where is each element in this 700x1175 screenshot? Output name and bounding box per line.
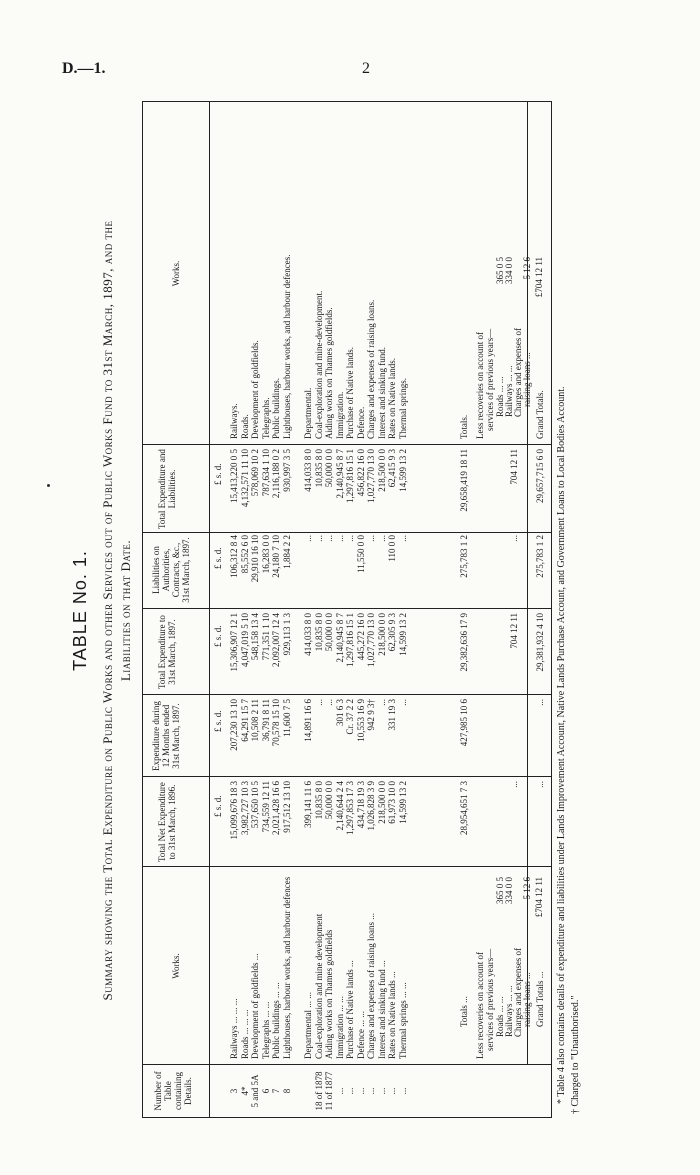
row-expenditure-year: 10,553 16 9	[355, 699, 366, 742]
row-total-net: 10,835 8 0	[313, 781, 324, 820]
less-total-net: ...	[509, 781, 519, 788]
row-liabilities: ...	[303, 535, 313, 542]
row-total-net: 218,500 0 0	[376, 781, 387, 824]
row-total-exp: 62,305 9 3	[387, 613, 397, 652]
row-total-exp-liab: 62,415 9 3	[387, 449, 397, 488]
row-total-net: 917,512 13 10	[281, 781, 292, 833]
table-summary-line-2: Liabilities on that Date.	[118, 539, 133, 682]
row-total-exp: 414,033 8 0	[303, 613, 313, 656]
less-sum: £704 12 11	[534, 877, 544, 918]
row-total-exp: 10,835 8 0	[313, 613, 324, 652]
row-liabilities: 85,552 6 0	[239, 535, 250, 574]
row-expenditure-year: 301 6 3	[334, 699, 345, 726]
grand-total-exp: 29,381,932 4 10	[535, 613, 545, 672]
less-recoveries-right-1: Less recoveries on account of	[475, 332, 485, 439]
row-works-name: Purchase of Native lands ...	[345, 960, 355, 1059]
header-rule	[209, 102, 210, 1117]
col-divider	[143, 866, 551, 867]
row-total-exp: 548,158 13 4	[250, 613, 260, 661]
row-ref: ...	[376, 1087, 387, 1095]
less-railways: Railways ... ...	[504, 985, 514, 1037]
row-expenditure-year: 70,578 15 10	[271, 699, 281, 747]
row-total-exp: 15,306,907 12 1	[229, 613, 239, 672]
row-works-name-right: Lighthouses, harbour works, and harbour defences.	[281, 254, 292, 439]
row-works-name: Departmental ... ...	[303, 992, 313, 1059]
less-sum-right: £704 12 11	[534, 257, 544, 298]
table-summary-line-1: Summary showing the Total Expenditure on Public Works and other Services out of Public Works Fund to 31st March, 1897, and the	[100, 220, 115, 1001]
totals-total-exp: 29,382,636 17 9	[459, 613, 469, 672]
row-total-exp: 218,500 0 0	[376, 613, 387, 656]
row-ref: 7	[271, 1088, 281, 1094]
grand-expenditure-year: ...	[535, 699, 545, 706]
row-works-name-right: Roads.	[239, 414, 250, 439]
row-works-name: Coal-exploration and mine development	[313, 913, 324, 1059]
row-ref: 6	[260, 1088, 271, 1094]
totals-label: Totals ...	[459, 996, 469, 1027]
header-works-left: Works.	[171, 953, 181, 979]
row-liabilities: 106,312 8 4	[229, 535, 239, 578]
row-total-exp-liab: 1,027,770 13 0	[366, 449, 376, 503]
row-total-exp-liab: 2,116,188 0 2	[271, 449, 281, 499]
row-total-exp: 929,113 1 3	[281, 613, 292, 656]
row-works-name-right: Public buildings.	[271, 377, 281, 439]
row-total-exp: 4,047,019 5 10	[239, 613, 250, 667]
row-ref: 18 of 1878	[313, 1071, 324, 1111]
row-total-exp-liab: 14,599 13 2	[397, 449, 408, 492]
row-expenditure-year: 36,791 8 11	[260, 699, 271, 742]
row-ref: ...	[387, 1087, 397, 1095]
row-total-net: 15,099,676 18 3	[229, 781, 239, 840]
less-charges-right-1: Charges and expenses of	[513, 327, 523, 417]
less-railways-right: Railways ... ...	[504, 365, 514, 417]
row-total-net: 537,650 10 5	[250, 781, 260, 829]
row-works-name-right: Immigration.	[334, 391, 345, 439]
row-liabilities: ...	[313, 535, 324, 542]
totals-total-net: 28,954,651 7 3	[459, 781, 469, 835]
row-works-name: Aiding works on Thames goldfields	[324, 929, 334, 1059]
row-works-name-right: Charges and expenses of raising loans.	[366, 299, 376, 439]
row-expenditure-year: ...	[376, 699, 387, 706]
row-works-name: Railways ... ... ...	[229, 998, 239, 1059]
row-works-name-right: Development of goldfields.	[250, 340, 260, 439]
row-total-exp: 1,297,816 15 1	[345, 613, 355, 667]
grand-liabilities: 275,783 1 2	[535, 535, 545, 578]
row-ref: ...	[345, 1087, 355, 1095]
currency-label: £ s. d.	[213, 463, 223, 485]
row-liabilities: 1,884 2 2	[281, 535, 292, 569]
row-ref: 3	[229, 1088, 239, 1094]
row-expenditure-year: 331 19 3	[387, 699, 397, 731]
less-charges-right-2: raising loans ...	[522, 352, 532, 407]
row-expenditure-year: 14,891 16 6	[303, 699, 313, 742]
row-ref: ...	[355, 1087, 366, 1095]
totals-expenditure-year: 427,985 10 6	[459, 699, 469, 747]
row-expenditure-year: 11,600 7 5	[281, 699, 292, 737]
less-recoveries-line-1: Less recoveries on account of	[475, 952, 485, 1059]
less-roads-right: Roads ... ...	[495, 376, 505, 417]
row-works-name-right: Purchase of Native lands.	[345, 347, 355, 439]
page-section-label: D.—1.	[62, 60, 106, 77]
grand-totals-label: Grand Totals ...	[535, 971, 545, 1027]
row-works-name: Defence ... ...	[355, 1011, 366, 1059]
row-works-name: Immigration ... ...	[334, 996, 345, 1059]
totals-label-right: Totals.	[459, 414, 469, 439]
row-liabilities: 11,550 0 0	[355, 535, 366, 573]
row-liabilities: 29,910 16 10	[250, 535, 260, 583]
col-divider	[143, 608, 551, 609]
row-expenditure-year: 64,291 15 7	[239, 699, 250, 742]
row-total-exp-liab: 2,140,945 8 7	[334, 449, 345, 499]
row-total-exp-liab: 10,835 8 0	[313, 449, 324, 488]
row-ref: 5 and 5A	[250, 1074, 260, 1108]
row-total-exp-liab: 414,033 8 0	[303, 449, 313, 492]
row-expenditure-year: 10,508 2 11	[250, 699, 260, 742]
row-total-net: 2,140,644 2 4	[334, 781, 345, 831]
row-expenditure-year: ...	[324, 699, 334, 706]
row-liabilities: ...	[334, 535, 345, 542]
less-liabilities: ...	[509, 535, 519, 542]
less-charges-value-right: 5 12 6	[522, 257, 532, 280]
col-divider	[143, 694, 551, 695]
row-expenditure-year: ...	[313, 699, 324, 706]
totals-total-exp-liab: 29,658,419 18 11	[459, 449, 469, 512]
row-works-name: Development of goldfields ...	[250, 953, 260, 1059]
row-total-exp-liab: 578,069 10 2	[250, 449, 260, 497]
footnote-1: * Table 4 also contains details of expenditure and liabilities under Lands Improvement Account, Native Lands Purchase Account, and Government Loans to Local Bodies Account.	[556, 386, 567, 1104]
row-total-exp: 50,000 0 0	[324, 613, 334, 652]
row-liabilities: ...	[366, 535, 376, 542]
row-works-name: Thermal springs ... ...	[397, 982, 408, 1059]
row-total-net: 734,559 12 11	[260, 781, 271, 833]
row-total-exp-liab: 4,132,571 11 10	[239, 449, 250, 508]
row-total-exp: 445,272 16 0	[355, 613, 366, 661]
currency-label: £ s. d.	[213, 795, 223, 817]
row-total-exp-liab: 50,000 0 0	[324, 449, 334, 488]
row-ref: 11 of 1877	[324, 1071, 334, 1111]
row-total-net: 434,718 19 3	[355, 781, 366, 829]
col-divider	[143, 532, 551, 533]
row-expenditure-year: Cr. 37 2 2	[345, 699, 355, 735]
row-ref: ...	[366, 1087, 376, 1095]
row-liabilities: ...	[345, 535, 355, 542]
row-works-name-right: Interest and sinking fund.	[376, 347, 387, 439]
table-number-title: TABLE No. 1.	[70, 550, 90, 671]
less-total-exp: 704 12 11	[509, 613, 519, 649]
row-total-net: 61,973 10 0	[387, 781, 397, 824]
grand-totals-label-right: Grand Totals.	[535, 390, 545, 439]
speck-mark	[47, 484, 50, 487]
less-roads-value-right: 365 0 5	[495, 257, 505, 284]
row-ref: 8	[281, 1088, 292, 1094]
grand-total-exp-liab: 29,657,715 6 0	[535, 449, 545, 503]
header-total-exp-liab: Total Expenditure and Liabilities.	[157, 449, 177, 529]
less-recoveries-line-2: services of previous years—	[485, 948, 495, 1051]
row-total-net: 3,982,727 10 3	[239, 781, 250, 835]
row-liabilities: 16,283 0 0	[260, 535, 271, 574]
row-works-name-right: Aiding works on Thames goldfields.	[324, 307, 334, 439]
header-expenditure-12-months: Expenditure during 12 Months ended 31st March, 1897.	[151, 701, 181, 771]
row-total-net: 399,141 11 6	[303, 781, 313, 828]
header-total-net-1896: Total Net Expenditure to 31st March, 1896.	[157, 782, 177, 862]
row-total-exp: 771,351 1 10	[260, 613, 271, 661]
row-works-name-right: Railways.	[229, 403, 239, 439]
col-divider	[143, 1064, 551, 1065]
row-works-name-right: Thermal springs.	[397, 378, 408, 439]
less-roads-value: 365 0 5	[495, 877, 505, 904]
less-charges-1: Charges and expenses of	[513, 947, 523, 1037]
row-total-exp: 14,599 13 2	[397, 613, 408, 656]
less-railways-value-right: 334 0 0	[504, 257, 514, 284]
row-total-exp-liab: 930,997 3 5	[281, 449, 292, 492]
row-works-name: Interest and sinking fund ...	[376, 960, 387, 1059]
row-total-net: 2,021,428 16 6	[271, 781, 281, 835]
row-total-net: 1,297,853 17 3	[345, 781, 355, 835]
row-works-name-right: Rates on Native lands.	[387, 358, 397, 439]
row-total-exp-liab: 15,413,220 0 5	[229, 449, 239, 503]
col-divider	[143, 776, 551, 777]
row-liabilities: ...	[397, 535, 408, 542]
row-works-name-right: Telegraphs.	[260, 397, 271, 439]
grand-total-net: ...	[535, 781, 545, 788]
row-liabilities: 24,180 7 10	[271, 535, 281, 578]
less-charges-2: raising loans ...	[522, 972, 532, 1027]
row-ref: ...	[334, 1087, 345, 1095]
col-divider	[143, 444, 551, 445]
row-works-name: Lighthouses, harbour works, and harbour defences	[281, 876, 292, 1059]
row-total-exp-liab: 787,634 1 10	[260, 449, 271, 497]
row-works-name: Roads ... ... ...	[239, 1009, 250, 1059]
less-charges-value: 5 12 6	[522, 877, 532, 900]
row-expenditure-year: 942 9 3†	[366, 699, 376, 731]
row-total-exp-liab: 1,297,816 15 1	[345, 449, 355, 503]
row-total-exp: 2,140,945 8 7	[334, 613, 345, 663]
row-works-name-right: Defence.	[355, 406, 366, 439]
row-total-exp-liab: 456,822 16 0	[355, 449, 366, 497]
currency-label: £ s. d.	[213, 547, 223, 569]
row-ref: 4*	[239, 1086, 250, 1096]
row-liabilities: ...	[324, 535, 334, 542]
totals-liabilities: 275,783 1 2	[459, 535, 469, 578]
less-recoveries-right-2: services of previous years—	[485, 328, 495, 431]
header-works-right: Works.	[171, 260, 181, 287]
header-total-exp-1897: Total Expenditure to 31st March, 1897.	[157, 615, 177, 689]
row-total-net: 50,000 0 0	[324, 781, 334, 820]
row-works-name-right: Departmental.	[303, 387, 313, 439]
row-works-name-right: Coal-exploration and mine-development.	[313, 290, 324, 439]
less-total-exp-liab: 704 12 11	[509, 449, 519, 485]
row-works-name: Charges and expenses of raising loans ...	[366, 912, 376, 1059]
row-expenditure-year: 207,230 13 10	[229, 699, 239, 751]
row-works-name: Telegraphs ... ...	[260, 1001, 271, 1059]
rotated-table-page	[70, 93, 610, 1128]
page-number: 2	[362, 60, 370, 77]
row-liabilities: ...	[376, 535, 387, 542]
row-total-exp-liab: 218,500 0 0	[376, 449, 387, 492]
row-total-exp: 1,027,770 13 0	[366, 613, 376, 667]
header-liabilities: Liabilities on Authorities, Contracts, &c., 31st March, 1897.	[151, 537, 191, 603]
currency-label: £ s. d.	[213, 625, 223, 647]
less-roads: Roads ... ...	[495, 996, 505, 1037]
row-total-exp: 2,092,007 12 4	[271, 613, 281, 667]
less-railways-value: 334 0 0	[504, 877, 514, 904]
row-works-name: Rates on Native lands ...	[387, 971, 397, 1059]
footnote-2: † Charged to "Unauthorised."	[570, 995, 581, 1114]
row-total-net: 14,599 13 2	[397, 781, 408, 824]
row-liabilities: 110 0 0	[387, 535, 397, 562]
row-works-name: Public buildings ... ...	[271, 982, 281, 1059]
row-expenditure-year: ...	[397, 699, 408, 706]
currency-label: £ s. d.	[213, 710, 223, 732]
row-total-net: 1,026,828 3 9	[366, 781, 376, 831]
header-ref: Number of Table containing Details.	[153, 1071, 193, 1111]
row-ref: ...	[397, 1087, 408, 1095]
summary-table	[142, 101, 552, 1118]
